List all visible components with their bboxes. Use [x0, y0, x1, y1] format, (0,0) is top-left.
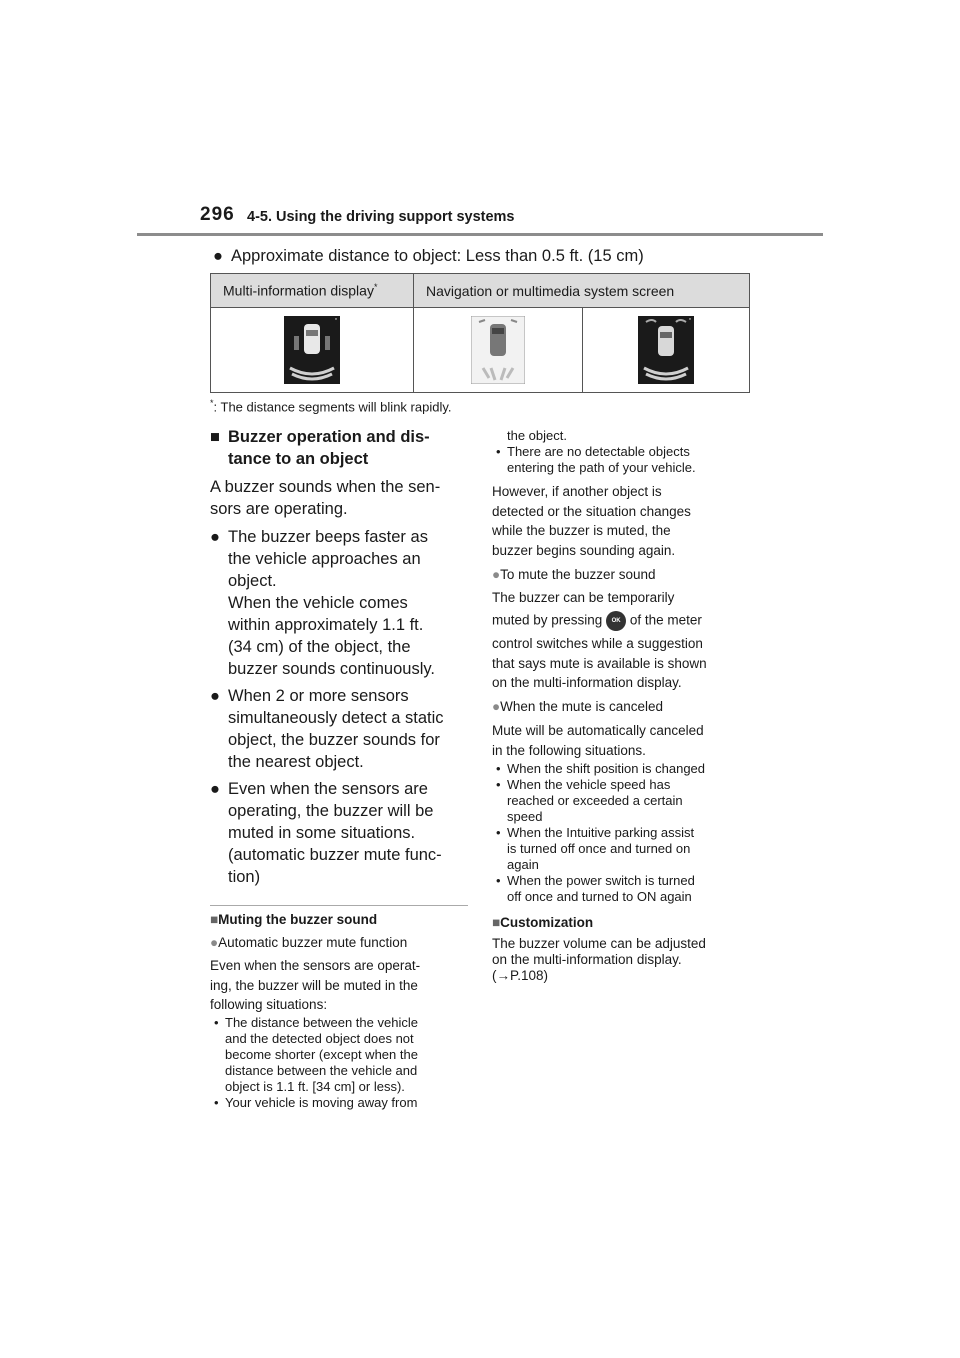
muting-heading: ■Muting the buzzer sound: [210, 912, 378, 927]
list-item: • When the shift position is changed: [496, 761, 706, 776]
to-mute-line1: The buzzer can be temporarily: [492, 590, 675, 605]
cancel-list: [492, 761, 760, 905]
customization-text: The buzzer volume can be adjusted on the multi-information display. (→P.108): [492, 936, 706, 983]
square-bullet-icon: ■: [210, 912, 219, 927]
however-text: However, if another object is detected or the situation changes while the buzzer is muted, the buzzer begins sounding again.: [492, 484, 691, 558]
page-number: 296: [200, 204, 235, 225]
circle-bullet-icon: ●: [210, 935, 219, 950]
circle-bullet-icon: ●: [492, 567, 501, 582]
svg-text:*: *: [335, 318, 337, 324]
section-title: 4-5. Using the driving support systems: [247, 209, 515, 225]
bullet-dot-icon: ●: [210, 687, 220, 705]
to-mute-line2: muted by pressing OK of the meter: [492, 611, 702, 631]
circle-bullet-icon: ●: [492, 699, 501, 714]
multimedia-display-image: [638, 316, 694, 384]
mid-display-cell: [211, 308, 414, 393]
table-footnote: *: The distance segments will blink rapidly.: [210, 398, 452, 415]
auto-mute-heading: ●Automatic buzzer mute function: [210, 935, 408, 950]
svg-text:*: *: [689, 318, 691, 324]
mid-display-image: [284, 316, 340, 384]
list-item: • Your vehicle is moving away from: [214, 1095, 418, 1110]
buzzer-heading: ■ Buzzer operation and dis- tance to an object: [210, 428, 430, 468]
bullet-dot-icon: ●: [210, 780, 220, 798]
square-bullet-icon: ■: [210, 428, 220, 446]
bullet-dot-icon: ●: [213, 247, 223, 265]
bullet-dot-icon: ●: [210, 528, 220, 546]
to-mute-rest: control switches while a suggestion that says mute is available is shown on the multi-information display.: [492, 636, 707, 690]
table-header-nav: Navigation or multimedia system screen: [414, 274, 750, 308]
table-header-mid: Multi-information display*: [211, 274, 414, 308]
top-bullet: [213, 245, 644, 267]
list-item: the object.: [507, 428, 567, 443]
list-item: • There are no detectable objects entering the path of your vehicle.: [496, 444, 696, 475]
cancel-text: Mute will be automatically canceled in the following situations.: [492, 723, 704, 758]
nav-display-image: [471, 316, 525, 384]
display-table: [210, 273, 750, 393]
nav-display-cell: [414, 308, 583, 393]
buzzer-intro: A buzzer sounds when the sen- sors are operating.: [210, 478, 441, 518]
list-item: • When the power switch is turned off once and turned to ON again: [496, 873, 695, 904]
multimedia-display-cell: [583, 308, 750, 393]
page-reference-link[interactable]: (→P.108): [492, 968, 549, 983]
list-item: • When the vehicle speed has reached or exceeded a certain speed: [496, 777, 683, 824]
list-item: • When the Intuitive parking assist is turned off once and turned on again: [496, 825, 695, 872]
ok-button-icon: OK: [606, 611, 626, 631]
list-item: • The distance between the vehicle and the detected object does not become shorter (except when the distance between the vehicle and object is 1.1 ft. [34 cm] or less).: [214, 1015, 418, 1094]
customization-heading: ■Customization: [492, 915, 594, 930]
auto-mute-text: Even when the sensors are operat- ing, the buzzer will be muted in the following situations:: [210, 958, 421, 1012]
cancel-heading: ●When the mute is canceled: [492, 699, 663, 714]
section-divider: [210, 905, 468, 906]
to-mute-heading: ●To mute the buzzer sound: [492, 567, 656, 582]
auto-mute-list: [210, 1015, 472, 1111]
top-bullet-text: Approximate distance to object: Less than 0.5 ft. (15 cm): [231, 247, 644, 265]
header-rule: [137, 233, 823, 236]
auto-mute-list-cont: [492, 428, 754, 476]
square-bullet-icon: ■: [492, 915, 501, 930]
